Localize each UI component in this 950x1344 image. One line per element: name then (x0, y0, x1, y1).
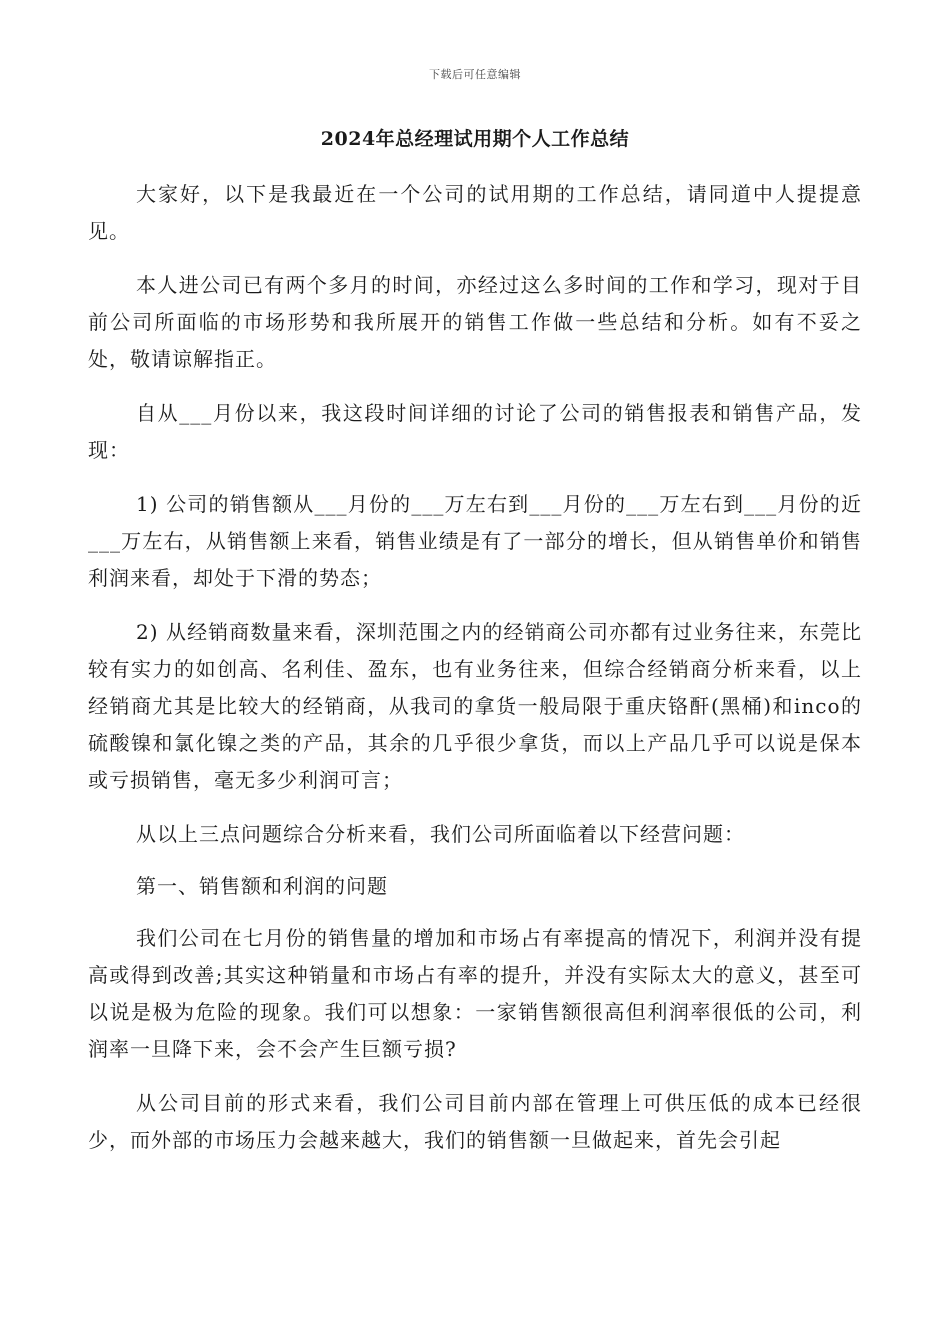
paragraph-finding-2: 2) 从经销商数量来看，深圳范围之内的经销商公司亦都有过业务往来，东莞比较有实力的如创高、名利佳、盈东，也有业务往来，但综合经销商分析来看，以上经销商尤其是比较大的经销商，从我司的拿货一般局限于重庆铬酐(黑桶)和inco的硫酸镍和氯化镍之类的产品，其余的几乎很少拿货，而以上产品几乎可以说是保本或亏损销售，毫无多少利润可言； (88, 620, 862, 792)
paragraph-sales-profit: 我们公司在七月份的销售量的增加和市场占有率提高的情况下，利润并没有提高或得到改善;其实这种销量和市场占有率的提升，并没有实际太大的意义，甚至可以说是极为危险的现象。我们可以想象：一家销售额很高但利润率很低的公司，利润率一旦降下来，会不会产生巨额亏损? (88, 926, 862, 1061)
header-note: 下载后可任意编辑 (429, 68, 521, 81)
paragraph-findings-lead: 自从___月份以来，我这段时间详细的讨论了公司的销售报表和销售产品，发现： (88, 401, 862, 462)
section-heading-sales-profit: 第一、销售额和利润的问题 (136, 874, 388, 898)
paragraph-greeting: 大家好，以下是我最近在一个公司的试用期的工作总结，请同道中人提提意见。 (88, 182, 862, 243)
paragraph-intro: 本人进公司已有两个多月的时间，亦经过这么多时间的工作和学习，现对于目前公司所面临的市场形势和我所展开的销售工作做一些总结和分析。如有不妥之处，敬请谅解指正。 (88, 273, 862, 371)
document-body (88, 176, 862, 1176)
paragraph-finding-1: 1) 公司的销售额从___月份的___万左右到___月份的___万左右到___月份的近___万左右，从销售额上来看，销售业绩是有了一部分的增长，但从销售单价和销售利润来看，却处于下滑的势态； (88, 492, 862, 590)
paragraph-current-situation: 从公司目前的形式来看，我们公司目前内部在管理上可供压低的成本已经很少，而外部的市场压力会越来越大，我们的销售额一旦做起来，首先会引起 (88, 1091, 862, 1152)
document-title: 2024年总经理试用期个人工作总结 (320, 128, 630, 150)
paragraph-analysis-lead: 从以上三点问题综合分析来看，我们公司所面临着以下经营问题： (136, 822, 745, 846)
